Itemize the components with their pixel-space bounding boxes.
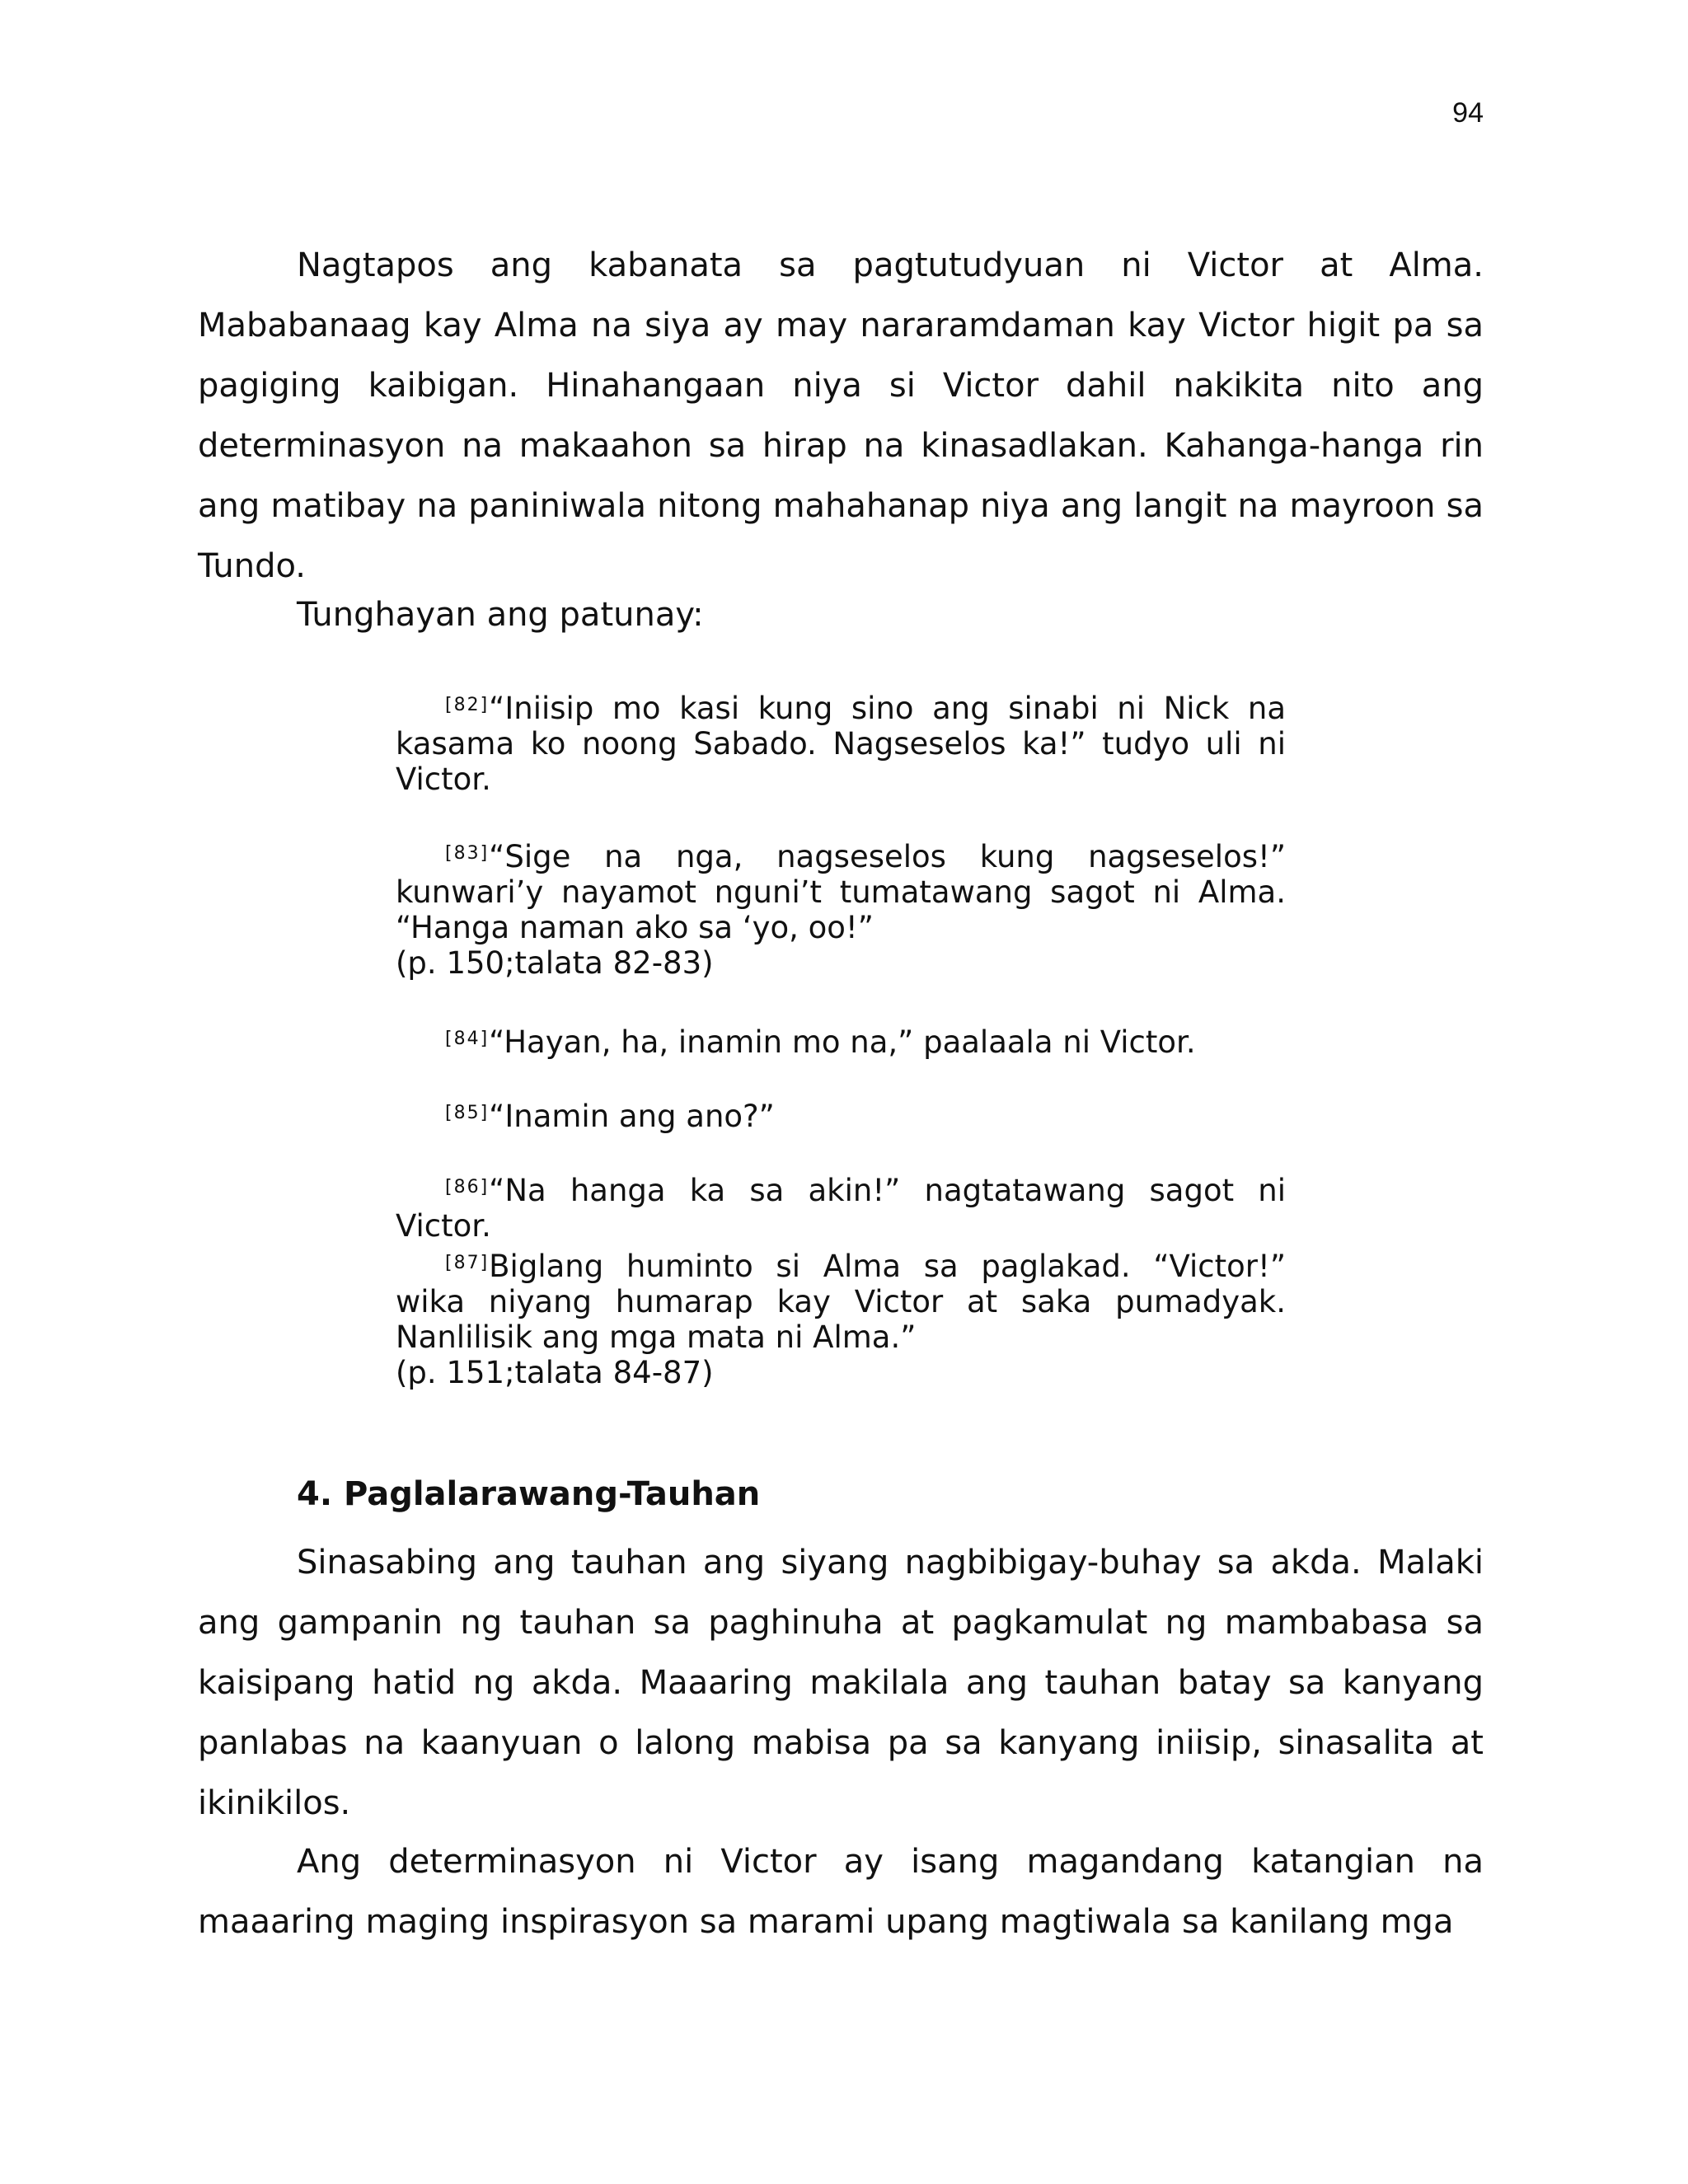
quote-82 bbox=[396, 691, 1286, 797]
quote-text: “Na hanga ka sa akin!” nagtatawang sagot ni Victor. bbox=[396, 1173, 1286, 1244]
quote-marker: [85] bbox=[445, 1103, 490, 1123]
quote-text: “Sige na nga, nagseselos kung nagseselos!” kunwari’y nayamot nguni’t tumatawang sagot ni Alma. “Hanga naman ako sa ‘yo, oo!” bbox=[396, 839, 1286, 945]
intro-paragraph: Nagtapos ang kabanata sa pagtutudyuan ni Victor at Alma. Mababanaag kay Alma na siya ay may nararamdaman kay Victor higit pa sa pagiging kaibigan. Hinahangaan niya si Victor dahil nakikita nito ang determinasyon na makaahon sa hirap na kinasadlakan. Kahanga-hanga rin ang matibay na paniniwala nitong mahahanap niya ang langit na mayroon sa Tundo. bbox=[198, 246, 1484, 585]
quote-text: “Inamin ang ano?” bbox=[489, 1099, 775, 1134]
quote-84 bbox=[396, 1024, 1286, 1060]
quote-83 bbox=[396, 839, 1286, 981]
page-number: 94 bbox=[1452, 97, 1484, 129]
quote-86 bbox=[396, 1173, 1286, 1244]
quote-85 bbox=[396, 1099, 1286, 1134]
quote-marker: [84] bbox=[445, 1029, 490, 1049]
quote-marker: [83] bbox=[445, 843, 490, 864]
quote-text: Biglang huminto si Alma sa paglakad. “Victor!” wika niyang humarap kay Victor at saka pumadyak. Nanlilisik ang mga mata ni Alma.” bbox=[396, 1249, 1286, 1355]
quote-citation: (p. 151;talata 84-87) bbox=[396, 1355, 714, 1390]
quote-marker: [86] bbox=[445, 1177, 490, 1197]
section-paragraph: Sinasabing ang tauhan ang siyang nagbibigay-buhay sa akda. Malaki ang gampanin ng tauhan sa paghinuha at pagkamulat ng mambabasa sa kaisipang hatid ng akda. Maaaring makilala ang tauhan batay sa kanyang panlabas na kaanyuan o lalong mabisa pa sa kanyang iniisip, sinasalita at ikinikilos. bbox=[198, 1544, 1484, 1822]
closing-paragraph: Ang determinasyon ni Victor ay isang magandang katangian na maaaring maging inspirasyon sa marami upang magtiwala sa kanilang mga bbox=[198, 1843, 1484, 1941]
quote-marker: [87] bbox=[445, 1253, 490, 1273]
section-heading: 4. Paglalarawang-Tauhan bbox=[297, 1475, 761, 1513]
quote-marker: [82] bbox=[445, 695, 490, 715]
quote-citation: (p. 150;talata 82-83) bbox=[396, 945, 714, 981]
quote-text: “Hayan, ha, inamin mo na,” paalaala ni Victor. bbox=[489, 1024, 1196, 1060]
quote-87 bbox=[396, 1249, 1286, 1390]
quote-text: “Iniisip mo kasi kung sino ang sinabi ni Nick na kasama ko noong Sabado. Nagseselos ka!” tudyo uli ni Victor. bbox=[396, 691, 1286, 797]
evidence-intro: Tunghayan ang patunay: bbox=[297, 596, 704, 634]
